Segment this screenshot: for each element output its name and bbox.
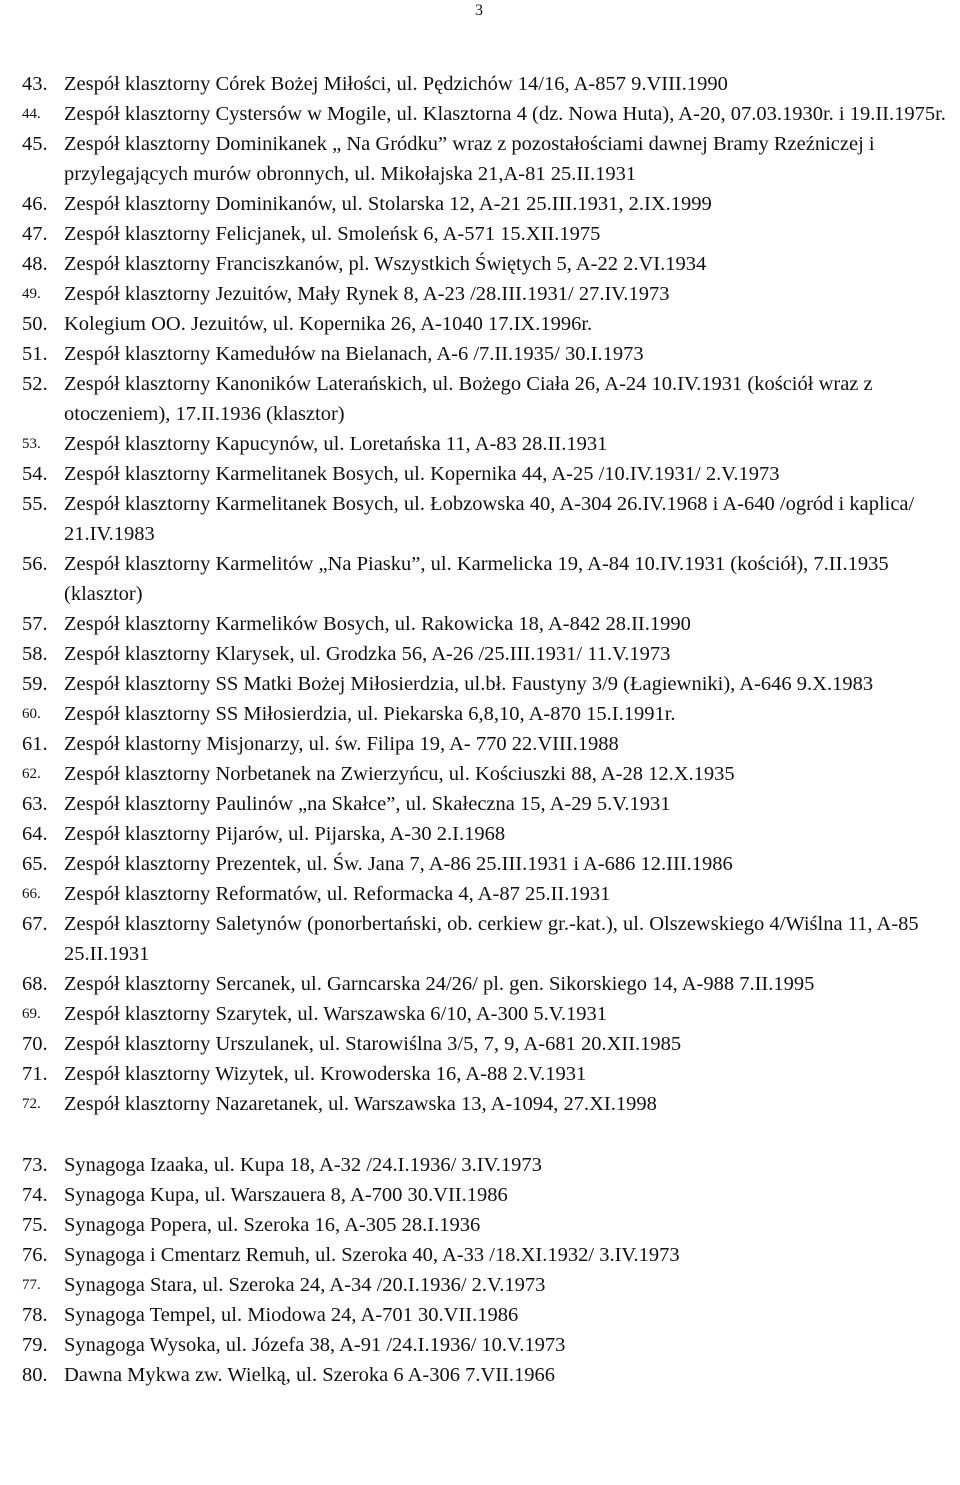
item-text: Zespół klasztorny Reformatów, ul. Reformacka 4, A-87 25.II.1931 — [64, 883, 611, 905]
item-number: 51. — [22, 343, 48, 365]
page-number: 3 — [475, 2, 483, 19]
item-text: Synagoga Kupa, ul. Warszauera 8, A-700 30.VII.1986 — [64, 1184, 508, 1206]
item-text: Zespół klasztorny Jezuitów, Mały Rynek 8, A-23 /28.III.1931/ 27.IV.1973 — [64, 283, 670, 305]
list-item — [22, 1270, 947, 1300]
list-item — [22, 1029, 947, 1059]
item-text: Zespół klasztorny SS Miłosierdzia, ul. Piekarska 6,8,10, A-870 15.I.1991r. — [64, 703, 676, 725]
item-number: 45. — [22, 133, 48, 155]
item-number: 56. — [22, 553, 48, 575]
item-number: 61. — [22, 733, 48, 755]
item-number: 63. — [22, 793, 48, 815]
item-text: Zespół klasztorny Wizytek, ul. Krowoderska 16, A-88 2.V.1931 — [64, 1063, 587, 1085]
item-text: Zespół klasztorny Karmelitanek Bosych, ul. Łobzowska 40, A-304 26.IV.1968 i A-640 /ogród i kaplica/ 21.IV.1983 — [64, 493, 915, 545]
list-item — [22, 1089, 947, 1119]
list-item — [22, 459, 947, 489]
list-item — [22, 1210, 947, 1240]
item-number: 77. — [22, 1277, 41, 1293]
item-text: Synagoga Wysoka, ul. Józefa 38, A-91 /24.I.1936/ 10.V.1973 — [64, 1334, 566, 1356]
item-number: 76. — [22, 1244, 48, 1266]
list-item — [22, 99, 947, 129]
item-number: 73. — [22, 1154, 48, 1176]
item-text: Zespół klasztorny SS Matki Bożej Miłosierdzia, ul.bł. Faustyny 3/9 (Łagiewniki), A-646 9.X.1983 — [64, 673, 874, 695]
list-item — [22, 759, 947, 789]
item-number: 44. — [22, 106, 41, 122]
item-number: 49. — [22, 286, 41, 302]
list-item — [22, 1150, 947, 1180]
item-number: 65. — [22, 853, 48, 875]
item-number: 78. — [22, 1304, 48, 1326]
item-number: 64. — [22, 823, 48, 845]
item-text: Zespół klasztorny Urszulanek, ul. Starowiślna 3/5, 7, 9, A-681 20.XII.1985 — [64, 1033, 682, 1055]
item-number: 68. — [22, 973, 48, 995]
item-text: Synagoga Tempel, ul. Miodowa 24, A-701 30.VII.1986 — [64, 1304, 519, 1326]
item-number: 75. — [22, 1214, 48, 1236]
list-item — [22, 369, 947, 429]
list-item — [22, 489, 947, 549]
item-text: Synagoga i Cmentarz Remuh, ul. Szeroka 40, A-33 /18.XI.1932/ 3.IV.1973 — [64, 1244, 680, 1266]
item-text: Kolegium OO. Jezuitów, ul. Kopernika 26, A-1040 17.IX.1996r. — [64, 313, 593, 335]
item-text: Dawna Mykwa zw. Wielką, ul. Szeroka 6 A-306 7.VII.1966 — [64, 1364, 556, 1386]
list-item — [22, 189, 947, 219]
list-item — [22, 1240, 947, 1270]
list-item — [22, 249, 947, 279]
item-text: Zespół klasztorny Szarytek, ul. Warszawska 6/10, A-300 5.V.1931 — [64, 1003, 608, 1025]
list-item — [22, 699, 947, 729]
item-number: 62. — [22, 766, 41, 782]
item-number: 48. — [22, 253, 48, 275]
item-text: Zespół klasztorny Prezentek, ul. Św. Jana 7, A-86 25.III.1931 i A-686 12.III.1986 — [64, 853, 733, 875]
item-text: Zespół klasztorny Dominikanów, ul. Stolarska 12, A-21 25.III.1931, 2.IX.1999 — [64, 193, 712, 215]
item-number: 60. — [22, 706, 41, 722]
list-item — [22, 549, 947, 609]
item-number: 69. — [22, 1006, 41, 1022]
list-item — [22, 609, 947, 639]
item-number: 59. — [22, 673, 48, 695]
item-text: Synagoga Popera, ul. Szeroka 16, A-305 28.I.1936 — [64, 1214, 481, 1236]
monument-list — [22, 69, 947, 1390]
item-text: Zespół klasztorny Felicjanek, ul. Smoleńsk 6, A-571 15.XII.1975 — [64, 223, 601, 245]
list-item — [22, 669, 947, 699]
list-item — [22, 999, 947, 1029]
item-number: 70. — [22, 1033, 48, 1055]
item-text: Synagoga Stara, ul. Szeroka 24, A-34 /20.I.1936/ 2.V.1973 — [64, 1274, 546, 1296]
list-item — [22, 279, 947, 309]
list-item — [22, 969, 947, 999]
item-text: Zespół klasztorny Karmelików Bosych, ul. Rakowicka 18, A-842 28.II.1990 — [64, 613, 691, 635]
item-text: Zespół klasztorny Córek Bożej Miłości, ul. Pędzichów 14/16, A-857 9.VIII.1990 — [64, 73, 728, 95]
item-text: Zespół klasztorny Pijarów, ul. Pijarska, A-30 2.I.1968 — [64, 823, 506, 845]
list-item — [22, 129, 947, 189]
list-item — [22, 789, 947, 819]
item-number: 58. — [22, 643, 48, 665]
item-number: 47. — [22, 223, 48, 245]
list-item — [22, 339, 947, 369]
item-text: Zespół klasztorny Franciszkanów, pl. Wszystkich Świętych 5, A-22 2.VI.1934 — [64, 253, 707, 275]
list-item — [22, 849, 947, 879]
item-text: Zespół klasztorny Karmelitanek Bosych, ul. Kopernika 44, A-25 /10.IV.1931/ 2.V.1973 — [64, 463, 780, 485]
section-gap — [22, 1119, 947, 1150]
item-text: Zespół klasztorny Klarysek, ul. Grodzka 56, A-26 /25.III.1931/ 11.V.1973 — [64, 643, 671, 665]
list-item — [22, 639, 947, 669]
item-text: Zespół klasztorny Kanoników Laterańskich, ul. Bożego Ciała 26, A-24 10.IV.1931 (kościół wraz z otoczeniem), 17.II.1936 (klasztor) — [64, 373, 873, 425]
item-text: Zespół klasztorny Sercanek, ul. Garncarska 24/26/ pl. gen. Sikorskiego 14, A-988 7.II.1995 — [64, 973, 815, 995]
item-number: 43. — [22, 73, 48, 95]
list-item — [22, 729, 947, 759]
item-text: Zespół klasztorny Kamedułów na Bielanach, A-6 /7.II.1935/ 30.I.1973 — [64, 343, 644, 365]
item-number: 46. — [22, 193, 48, 215]
item-number: 55. — [22, 493, 48, 515]
item-text: Zespół klasztorny Saletynów (ponorbertański, ob. cerkiew gr.-kat.), ul. Olszewskiego 4/Wiślna 11, A-85 25.II.1931 — [64, 913, 919, 965]
item-number: 52. — [22, 373, 48, 395]
item-number: 79. — [22, 1334, 48, 1356]
list-item — [22, 429, 947, 459]
synagogue-list — [22, 1150, 947, 1390]
item-number: 53. — [22, 436, 41, 452]
item-text: Synagoga Izaaka, ul. Kupa 18, A-32 /24.I.1936/ 3.IV.1973 — [64, 1154, 542, 1176]
item-text: Zespół klastorny Misjonarzy, ul. św. Filipa 19, A- 770 22.VIII.1988 — [64, 733, 619, 755]
item-text: Zespół klasztorny Dominikanek „ Na Gródku” wraz z pozostałościami dawnej Bramy Rzeźniczej i przylegających murów obronnych, ul. Mikołajska 21,A-81 25.II.1931 — [64, 133, 875, 185]
list-item — [22, 909, 947, 969]
item-number: 67. — [22, 913, 48, 935]
item-number: 71. — [22, 1063, 48, 1085]
list-item — [22, 1180, 947, 1210]
item-text: Zespół klasztorny Kapucynów, ul. Loretańska 11, A-83 28.II.1931 — [64, 433, 608, 455]
list-item — [22, 1059, 947, 1089]
list-item — [22, 1330, 947, 1360]
item-text: Zespół klasztorny Cystersów w Mogile, ul. Klasztorna 4 (dz. Nowa Huta), A-20, 07.03.1930r. i 19.II.1975r. — [64, 103, 946, 125]
item-number: 50. — [22, 313, 48, 335]
list-item — [22, 309, 947, 339]
item-text: Zespół klasztorny Nazaretanek, ul. Warszawska 13, A-1094, 27.XI.1998 — [64, 1093, 657, 1115]
monastery-list — [22, 69, 947, 1119]
item-number: 72. — [22, 1096, 41, 1112]
item-number: 54. — [22, 463, 48, 485]
list-item — [22, 1360, 947, 1390]
item-text: Zespół klasztorny Paulinów „na Skałce”, ul. Skałeczna 15, A-29 5.V.1931 — [64, 793, 671, 815]
list-item — [22, 219, 947, 249]
list-item — [22, 69, 947, 99]
item-number: 66. — [22, 886, 41, 902]
list-item — [22, 879, 947, 909]
list-item — [22, 819, 947, 849]
item-text: Zespół klasztorny Norbetanek na Zwierzyńcu, ul. Kościuszki 88, A-28 12.X.1935 — [64, 763, 735, 785]
item-number: 80. — [22, 1364, 48, 1386]
list-item — [22, 1300, 947, 1330]
item-text: Zespół klasztorny Karmelitów „Na Piasku”, ul. Karmelicka 19, A-84 10.IV.1931 (kościół), 7.II.1935 (klasztor) — [64, 553, 889, 605]
item-number: 57. — [22, 613, 48, 635]
item-number: 74. — [22, 1184, 48, 1206]
